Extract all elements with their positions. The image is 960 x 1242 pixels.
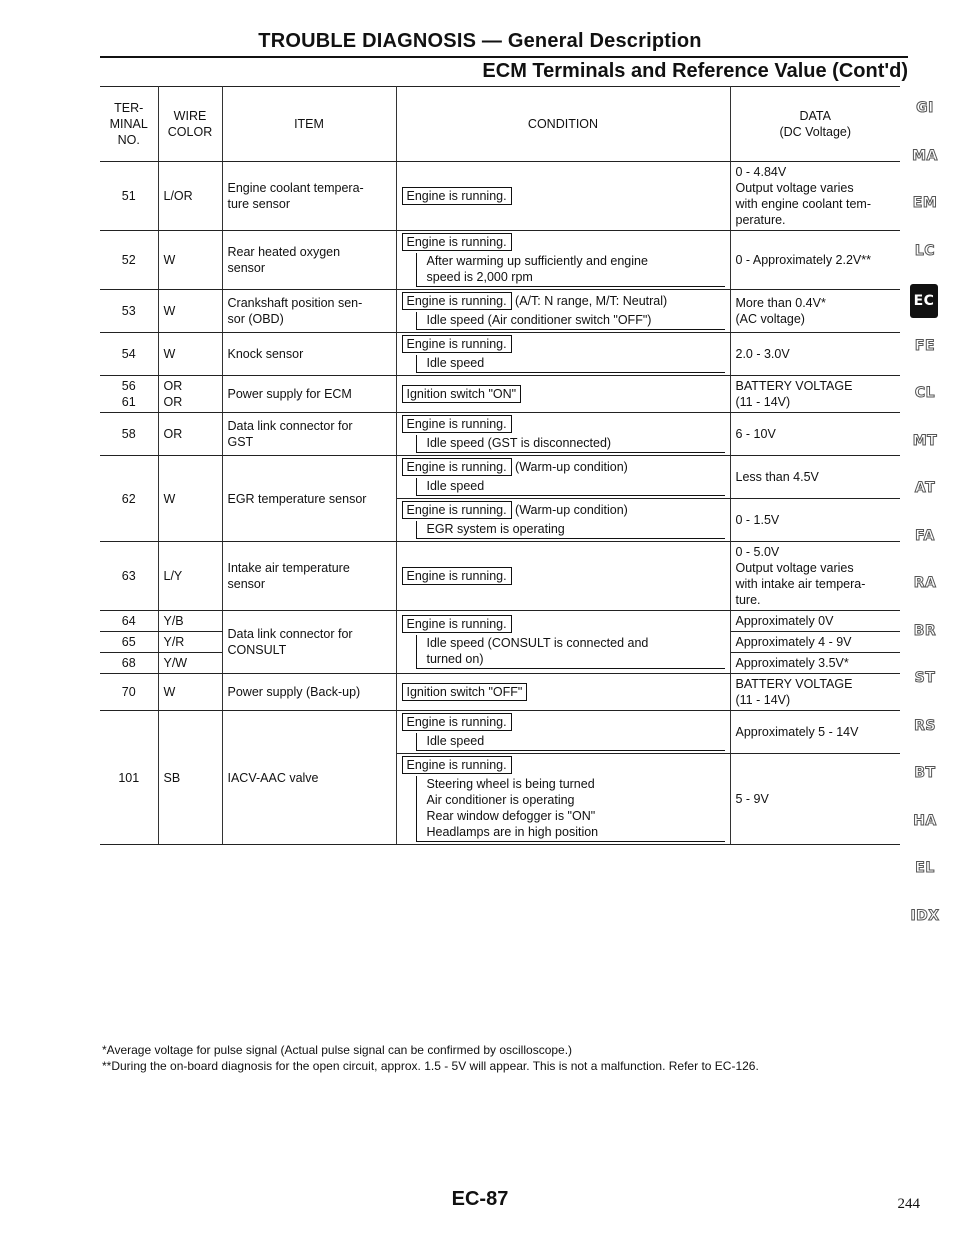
header-wire-color: WIRE COLOR	[158, 87, 222, 162]
condition-substeps	[416, 635, 725, 669]
item: Data link connector for CONSULT	[222, 611, 396, 674]
section-tab-rs: RS	[914, 717, 936, 734]
condition-line	[402, 415, 725, 433]
header-item: ITEM	[222, 87, 396, 162]
terminal-no: 70	[100, 674, 158, 711]
item: Crankshaft position sen- sor (OBD)	[222, 290, 396, 333]
wire-color: Y/R	[158, 632, 222, 653]
section-tab-cl: CL	[914, 385, 936, 401]
wire-color: SB	[158, 711, 222, 845]
terminal-no: 56 61	[100, 376, 158, 413]
section-tab-fe: FE	[914, 337, 936, 354]
data-value: Approximately 3.5V*	[730, 653, 900, 674]
condition-box: Engine is running.	[402, 756, 512, 774]
section-tab-at: AT	[914, 480, 936, 496]
data-value: BATTERY VOLTAGE (11 - 14V)	[730, 376, 900, 413]
condition	[396, 333, 730, 376]
terminal-no: 64	[100, 611, 158, 632]
section-tab-ec: EC	[910, 284, 938, 318]
item: Power supply for ECM	[222, 376, 396, 413]
condition-box: Engine is running.	[402, 615, 512, 633]
condition-substep: Idle speed	[426, 356, 485, 370]
data-value: 5 - 9V	[730, 754, 900, 845]
condition-substeps	[416, 521, 725, 539]
condition-substeps	[416, 253, 725, 287]
condition-substep: Steering wheel is being turned	[426, 777, 595, 791]
condition-line	[402, 501, 725, 519]
section-tab-el: EL	[915, 860, 935, 876]
condition-substep: Idle speed (CONSULT is connected and turned on)	[426, 636, 649, 666]
wire-color: L/OR	[158, 162, 222, 231]
footnote-obd-open-circuit: **During the on-board diagnosis for the open circuit, approx. 1.5 - 5V will appear. This is not a malfunction. Refer to EC-126.	[102, 1059, 759, 1073]
section-tab-lc: LC	[914, 242, 936, 259]
section-tab-gi: GI	[916, 100, 934, 116]
data-value: Less than 4.5V	[730, 456, 900, 499]
wire-color: Y/B	[158, 611, 222, 632]
data-value: 0 - Approximately 2.2V**	[730, 231, 900, 290]
data-value: Approximately 0V	[730, 611, 900, 632]
condition-box: Engine is running.	[402, 458, 512, 476]
table-row	[100, 231, 900, 290]
table-row	[100, 711, 900, 754]
terminal-no: 101	[100, 711, 158, 845]
condition-substep: Air conditioner is operating	[426, 793, 575, 807]
section-page-id: EC-87	[451, 1188, 509, 1210]
condition-line	[402, 385, 725, 403]
condition-qualifier: (Warm-up condition)	[511, 503, 628, 517]
condition	[396, 542, 730, 611]
section-tab-mt: MT	[912, 432, 938, 449]
page-subtitle: ECM Terminals and Reference Value (Cont'd)	[482, 60, 908, 82]
terminal-no: 54	[100, 333, 158, 376]
table-row	[100, 674, 900, 711]
item: Power supply (Back-up)	[222, 674, 396, 711]
section-tab-bt: BT	[914, 765, 936, 781]
condition-line	[402, 458, 725, 476]
condition-qualifier: (Warm-up condition)	[511, 460, 628, 474]
condition-substeps	[416, 355, 725, 373]
condition-box: Ignition switch "ON"	[402, 385, 522, 403]
terminal-no: 63	[100, 542, 158, 611]
footnotes	[102, 1042, 922, 1074]
item: Rear heated oxygen sensor	[222, 231, 396, 290]
data-value: 6 - 10V	[730, 413, 900, 456]
terminal-no: 52	[100, 231, 158, 290]
table-row	[100, 162, 900, 231]
table-row	[100, 456, 900, 499]
condition-substeps	[416, 435, 725, 453]
condition-box: Engine is running.	[402, 335, 512, 353]
item: Intake air temperature sensor	[222, 542, 396, 611]
condition	[396, 754, 730, 845]
condition	[396, 674, 730, 711]
item: Knock sensor	[222, 333, 396, 376]
condition-box: Engine is running.	[402, 567, 512, 585]
condition-substeps	[416, 312, 725, 330]
table-row	[100, 376, 900, 413]
condition	[396, 376, 730, 413]
condition-substep: EGR system is operating	[426, 522, 565, 536]
terminal-no: 68	[100, 653, 158, 674]
condition-substeps	[416, 776, 725, 842]
section-tab-ma: MA	[912, 147, 938, 164]
terminal-no: 51	[100, 162, 158, 231]
table-row	[100, 611, 900, 632]
section-tab-fa: FA	[915, 527, 935, 544]
condition	[396, 711, 730, 754]
condition-line	[402, 567, 725, 585]
data-value: 2.0 - 3.0V	[730, 333, 900, 376]
data-value: 0 - 1.5V	[730, 499, 900, 542]
section-tab-ra: RA	[913, 575, 937, 591]
condition	[396, 413, 730, 456]
section-tab-ha: HA	[913, 812, 937, 829]
condition-box: Engine is running.	[402, 501, 512, 519]
condition-line	[402, 713, 725, 731]
terminal-no: 58	[100, 413, 158, 456]
condition-line	[402, 187, 725, 205]
item: IACV-AAC valve	[222, 711, 396, 845]
wire-color: W	[158, 456, 222, 542]
terminal-no: 53	[100, 290, 158, 333]
wire-color: W	[158, 674, 222, 711]
condition-line	[402, 615, 725, 633]
section-tab-st: ST	[914, 670, 936, 686]
wire-color: W	[158, 333, 222, 376]
condition-substep: Rear window defogger is "ON"	[426, 809, 596, 823]
terminal-no: 62	[100, 456, 158, 542]
title-rule	[100, 56, 908, 58]
table-row	[100, 542, 900, 611]
condition-line	[402, 292, 725, 310]
ecm-terminal-table	[100, 86, 900, 845]
wire-color: OR OR	[158, 376, 222, 413]
table-row	[100, 290, 900, 333]
condition	[396, 611, 730, 674]
header-data: DATA (DC Voltage)	[730, 87, 900, 162]
header-terminal-no: TER- MINAL NO.	[100, 87, 158, 162]
condition	[396, 162, 730, 231]
condition-line	[402, 233, 725, 251]
section-tab-em: EM	[912, 195, 938, 211]
condition-box: Engine is running.	[402, 233, 512, 251]
wire-color: W	[158, 290, 222, 333]
condition	[396, 456, 730, 499]
condition-substep: Idle speed (GST is disconnected)	[426, 436, 612, 450]
page-title: TROUBLE DIAGNOSIS — General Description	[258, 30, 702, 52]
item: Data link connector for GST	[222, 413, 396, 456]
data-value: 0 - 4.84V Output voltage varies with engine coolant tem- perature.	[730, 162, 900, 231]
condition-qualifier: (A/T: N range, M/T: Neutral)	[511, 294, 668, 308]
condition-box: Ignition switch "OFF"	[402, 683, 528, 701]
data-value: BATTERY VOLTAGE (11 - 14V)	[730, 674, 900, 711]
wire-color: OR	[158, 413, 222, 456]
condition-box: Engine is running.	[402, 415, 512, 433]
terminal-no: 65	[100, 632, 158, 653]
condition-substep: Idle speed	[426, 479, 485, 493]
condition-substep: Idle speed	[426, 734, 485, 748]
table-header-row	[100, 87, 900, 162]
item: Engine coolant tempera- ture sensor	[222, 162, 396, 231]
condition	[396, 231, 730, 290]
condition-substeps	[416, 733, 725, 751]
condition-line	[402, 756, 725, 774]
table-row	[100, 413, 900, 456]
condition-substeps	[416, 478, 725, 496]
condition-substep: After warming up sufficiently and engine speed is 2,000 rpm	[426, 254, 648, 284]
section-tab-br: BR	[913, 622, 937, 639]
section-tab-idx: IDX	[910, 907, 940, 924]
wire-color: W	[158, 231, 222, 290]
condition-box: Engine is running.	[402, 713, 512, 731]
data-value: More than 0.4V* (AC voltage)	[730, 290, 900, 333]
header-condition: CONDITION	[396, 87, 730, 162]
condition	[396, 499, 730, 542]
footnote-pulse-signal: *Average voltage for pulse signal (Actual pulse signal can be confirmed by oscilloscope.)	[102, 1043, 573, 1057]
condition-line	[402, 683, 725, 701]
data-value: Approximately 4 - 9V	[730, 632, 900, 653]
data-value: 0 - 5.0V Output voltage varies with intake air tempera- ture.	[730, 542, 900, 611]
condition	[396, 290, 730, 333]
table-row	[100, 333, 900, 376]
item: EGR temperature sensor	[222, 456, 396, 542]
condition-box: Engine is running.	[402, 292, 512, 310]
wire-color: Y/W	[158, 653, 222, 674]
condition-substep: Headlamps are in high position	[426, 825, 599, 839]
condition-line	[402, 335, 725, 353]
page-number: 244	[897, 1196, 920, 1212]
condition-box: Engine is running.	[402, 187, 512, 205]
condition-substep: Idle speed (Air conditioner switch "OFF")	[426, 313, 652, 327]
wire-color: L/Y	[158, 542, 222, 611]
data-value: Approximately 5 - 14V	[730, 711, 900, 754]
